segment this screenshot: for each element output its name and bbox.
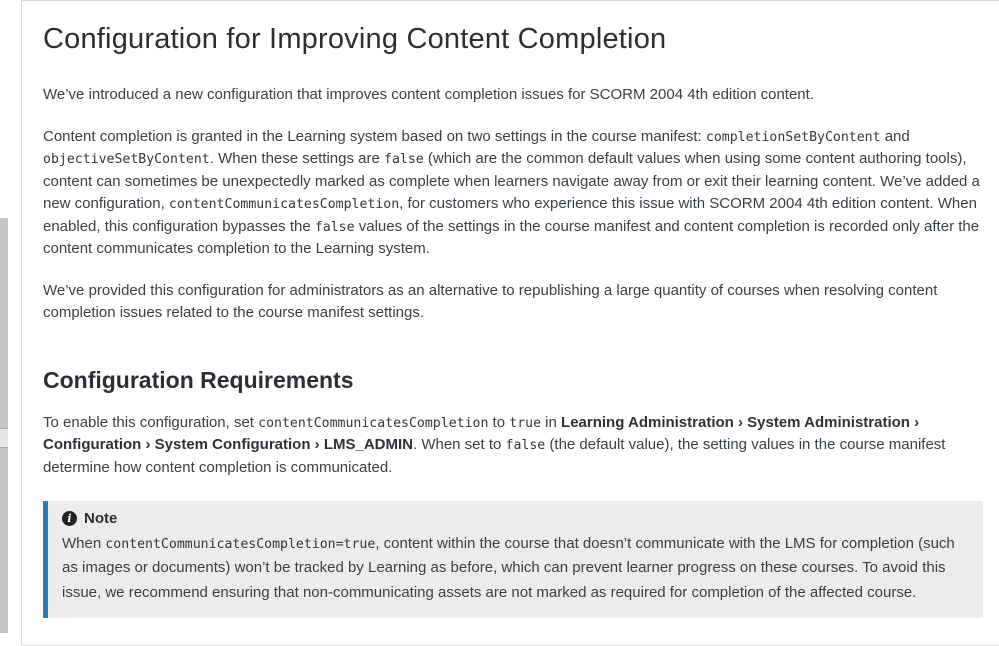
alternative-paragraph: We’ve provided this configuration for administrators as an alternative to republishing a large quantity of courses when resolving content completion issues related to the course manifest settings. bbox=[43, 281, 938, 321]
note-title: Note bbox=[84, 510, 118, 527]
page-title: Configuration for Improving Content Completion bbox=[43, 23, 667, 55]
note-title-row bbox=[62, 510, 969, 527]
left-scrollbar[interactable] bbox=[0, 218, 8, 633]
explanation-paragraph: Content completion is granted in the Learning system based on two settings in the course manifest: completionSetByContent and objectiveSetByContent. When these settings are false (which are the common default values when using some content authoring tools), content can sometimes be unexpectedly marked as complete when learners navigate away from or exit their learning content. We’ve added a new configuration, contentCommunicatesCompletion, for customers who experience this issue with SCORM 2004 4th edition content. When enabled, this configuration bypasses the false values of the settings in the course manifest and content completion is recorded only after the content communicates completion to the Learning system. bbox=[43, 127, 980, 257]
requirements-paragraph: To enable this configuration, set contentCommunicatesCompletion to true in Learning Administration › System Administration › Configuration › System Configuration › LMS_ADMIN. When set to false (the default value), the setting values in the course manifest determine how content completion is communicated. bbox=[43, 413, 946, 476]
note-box bbox=[43, 501, 983, 618]
section-heading-configuration-requirements: Configuration Requirements bbox=[43, 366, 354, 393]
intro-paragraph: We’ve introduced a new configuration that improves content completion issues for SCORM 2004 4th edition content. bbox=[43, 86, 814, 103]
note-body: When contentCommunicatesCompletion=true, content within the course that doesn’t communicate with the LMS for completion (such as images or documents) won’t be tracked by Learning as before, which can prevent learner progress on these courses. To avoid this issue, we recommend ensuring that non-communicating assets are not marked as required for completion of the affected course. bbox=[62, 535, 955, 601]
article-content bbox=[21, 0, 999, 646]
left-margin-rail bbox=[0, 0, 21, 646]
info-icon: i bbox=[62, 511, 77, 526]
left-scrollbar-thumb[interactable] bbox=[0, 428, 8, 448]
